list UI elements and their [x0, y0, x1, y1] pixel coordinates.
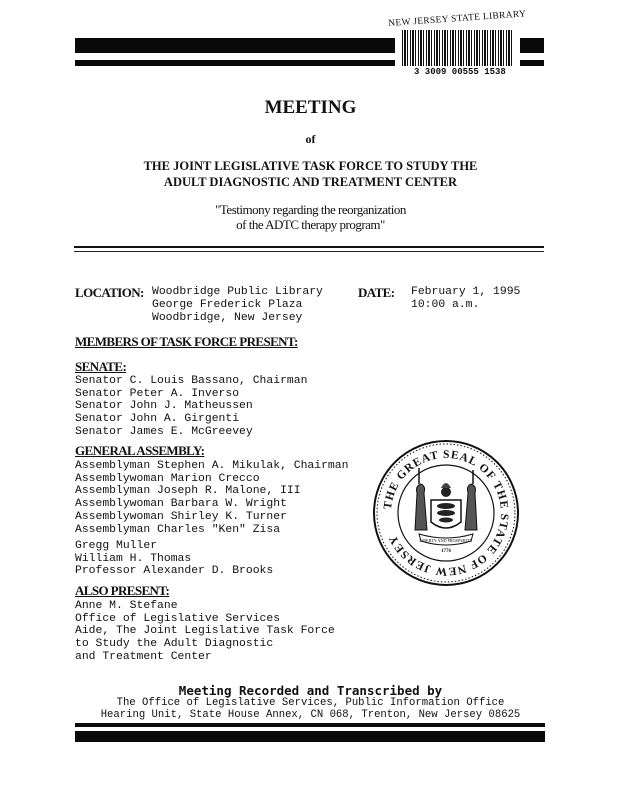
title-of: of [305, 132, 316, 146]
bottom-bar-thin [75, 723, 545, 727]
seal-year: 1776 [441, 549, 451, 554]
list-item: Senator Peter A. Inverso [75, 387, 240, 400]
committee-line-2: ADULT DIAGNOSTIC AND TREATMENT CENTER [163, 175, 458, 189]
footer-heading: Meeting Recorded and Transcribed by [178, 683, 443, 698]
list-item: Assemblyman Charles "Ken" Zisa [75, 523, 281, 536]
list-item: Aide, The Joint Legislative Task Force [75, 625, 335, 638]
senate-heading: SENATE: [75, 359, 127, 374]
also-present-heading: ALSO PRESENT: [75, 583, 170, 598]
state-seal-icon [371, 438, 521, 588]
list-item: Senator C. Louis Bassano, Chairman [75, 375, 308, 387]
bottom-bar-thick [75, 731, 545, 742]
committee-line-1: THE JOINT LEGISLATIVE TASK FORCE TO STUDY THE [143, 159, 478, 173]
date-value: February 1, 1995 [411, 286, 521, 298]
divider-bottom [74, 251, 544, 252]
seal-ribbon-text: LIBERTY AND PROSPERITY [419, 538, 473, 543]
location-line-3: Woodbridge, New Jersey [152, 312, 303, 324]
list-item: Assemblywoman Marion Crecco [75, 472, 260, 485]
members-heading: MEMBERS OF TASK FORCE PRESENT: [75, 334, 298, 349]
top-bar-right [520, 38, 544, 53]
time-value: 10:00 a.m. [411, 299, 480, 311]
list-item: Senator John J. Matheussen [75, 400, 253, 413]
barcode-number: 3 3009 00555 1538 [414, 67, 506, 77]
list-item: Gregg Muller [75, 540, 158, 552]
location-label: LOCATION: [75, 285, 144, 300]
assembly-list [75, 460, 348, 536]
list-item: Assemblywoman Barbara W. Wright [75, 498, 287, 511]
subject-line-1: "Testimony regarding the reorganization [215, 202, 406, 217]
barcode [402, 30, 514, 66]
list-item: Senator John A. Girgenti [75, 413, 240, 426]
page-title: MEETING [264, 97, 357, 118]
senate-list [75, 375, 307, 439]
location-line-1: Woodbridge Public Library [152, 286, 323, 298]
location-line-2: George Frederick Plaza [152, 299, 303, 311]
list-item: Professor Alexander D. Brooks [75, 565, 274, 578]
date-label: DATE: [358, 285, 395, 300]
footer-line-1: The Office of Legislative Services, Public Information Office [116, 697, 505, 709]
public-members-list [75, 540, 273, 578]
list-item: Assemblyman Stephen A. Mikulak, Chairman [75, 460, 349, 472]
list-item: Senator James E. McGreevey [75, 425, 253, 438]
also-present-list [75, 600, 335, 664]
list-item: to Study the Adult Diagnostic [75, 638, 274, 651]
list-item: Office of Legislative Services [75, 612, 281, 625]
list-item: Anne M. Stefane [75, 600, 178, 612]
top-bar-right-thin [520, 60, 544, 66]
list-item: William H. Thomas [75, 552, 192, 565]
top-bar-thin [75, 60, 395, 66]
divider-top [74, 246, 544, 248]
assembly-heading: GENERAL ASSEMBLY: [75, 443, 205, 458]
list-item: and Treatment Center [75, 650, 212, 663]
top-bar-thick [75, 38, 395, 53]
subject-line-2: of the ADTC therapy program" [236, 217, 385, 232]
list-item: Assemblyman Joseph R. Malone, III [75, 485, 301, 498]
list-item: Assemblywoman Shirley K. Turner [75, 510, 287, 523]
seal-ring-text: THE GREAT SEAL OF THE STATE OF NEW JERSEY [382, 448, 511, 578]
library-stamp-label: NEW JERSEY STATE LIBRARY [388, 9, 527, 29]
footer-line-2: Hearing Unit, State House Annex, CN 068, Trenton, New Jersey 08625 [100, 709, 521, 721]
